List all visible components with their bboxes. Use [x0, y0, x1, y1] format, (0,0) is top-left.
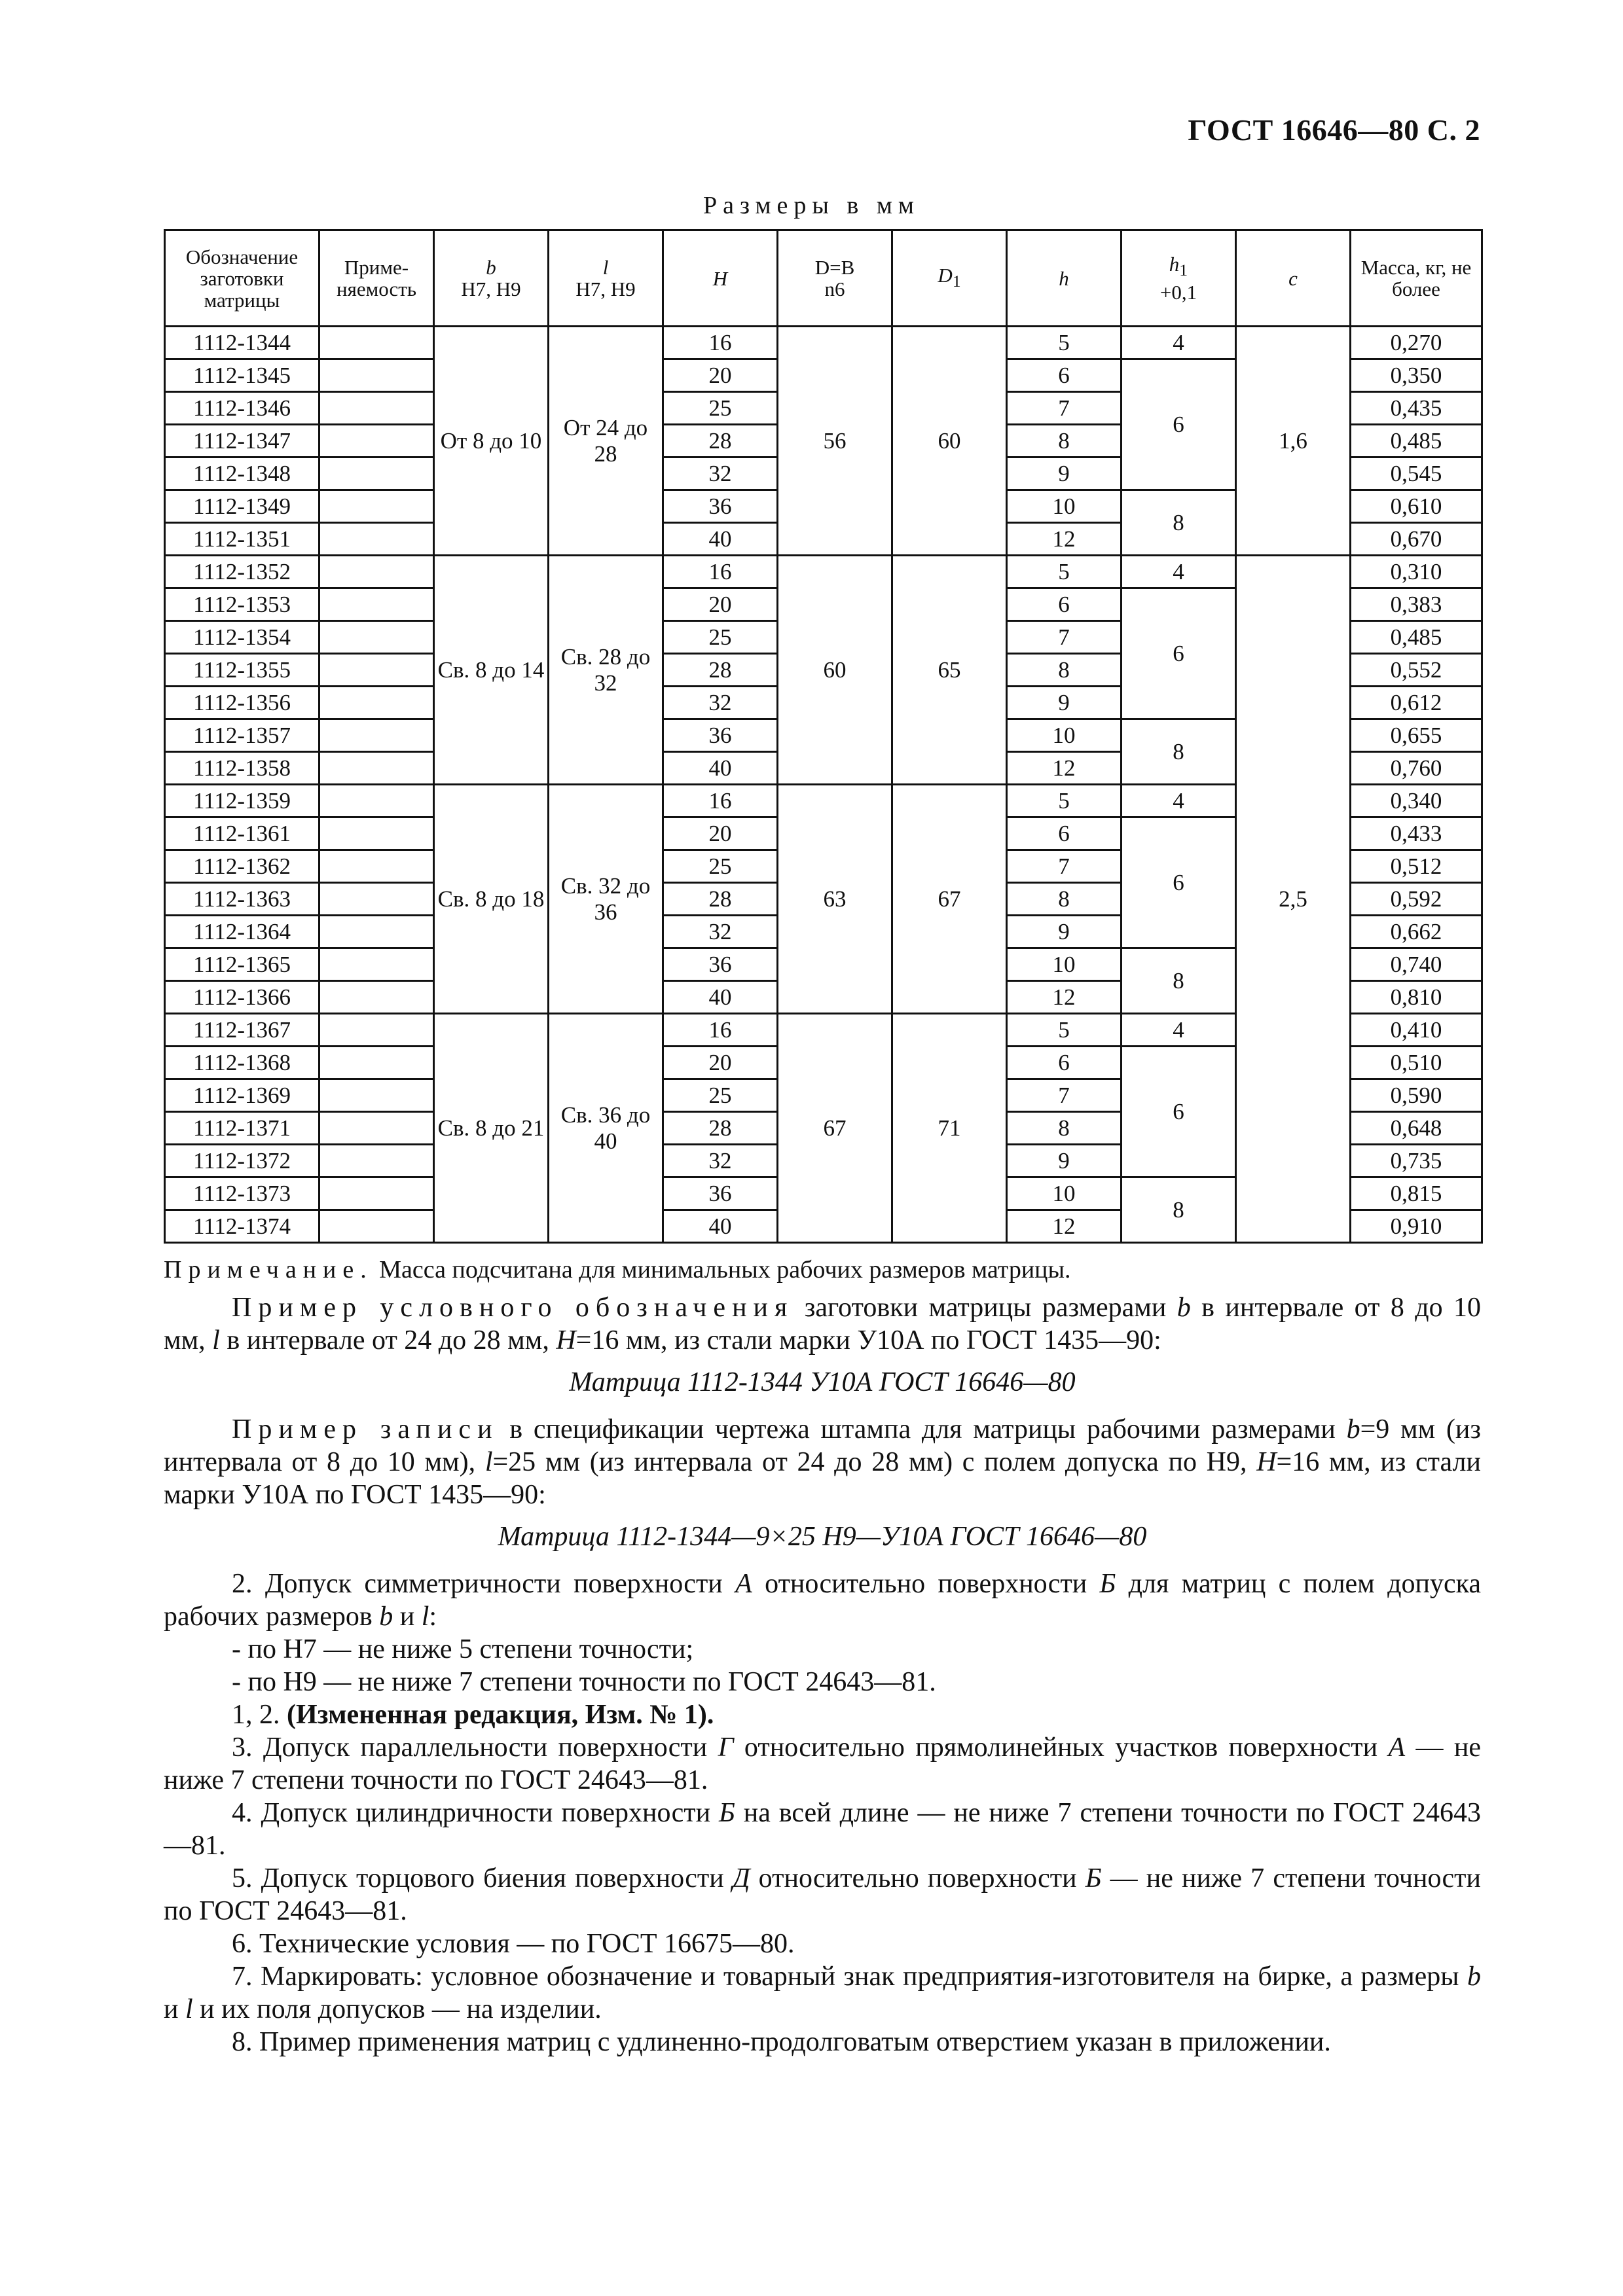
text-run: : — [429, 1602, 437, 1632]
cell-D1: 67 — [892, 785, 1007, 1014]
cell-applicability — [319, 1210, 434, 1243]
surface-g: Г — [718, 1732, 734, 1763]
header-l-tolerance: H7, H9 — [575, 278, 636, 300]
text-run: — не ниже 7 степени точности по ГОСТ 24643—81. — [164, 1863, 1481, 1926]
cell-h1: 6 — [1122, 1047, 1236, 1177]
text-run: относительно поверхности — [752, 1569, 1100, 1599]
cell-mass: 0,590 — [1351, 1079, 1482, 1112]
header-h1-subscript: 1 — [1179, 260, 1188, 280]
clause-3 — [164, 1731, 1481, 1797]
header-D-tolerance: n6 — [824, 278, 845, 300]
clause-2-item-h9: - по H9 — не ниже 7 степени точности по ГОСТ 24643—81. — [232, 1667, 936, 1697]
cell-mass: 0,910 — [1351, 1210, 1482, 1243]
header-l — [549, 230, 663, 327]
cell-applicability — [319, 916, 434, 948]
cell-applicability — [319, 719, 434, 752]
cell-h: 12 — [1007, 981, 1122, 1014]
cell-h: 10 — [1007, 719, 1122, 752]
symbol-l: l — [421, 1602, 429, 1632]
text-run: и их поля допусков — на изделии. — [192, 1994, 602, 2024]
text-run: 5. Допуск торцового биения поверхности — [232, 1863, 733, 1893]
header-mass: Масса, кг, не более — [1351, 230, 1482, 327]
cell-designation: 1112-1366 — [165, 981, 319, 1014]
cell-h: 9 — [1007, 687, 1122, 719]
cell-mass: 0,810 — [1351, 981, 1482, 1014]
symbol-l: l — [484, 1447, 493, 1477]
cell-D: 56 — [778, 327, 892, 556]
text-run: в интервале от 24 до 28 мм, — [219, 1325, 556, 1355]
example-designation-label: Пример условного обозначения — [232, 1293, 794, 1323]
cell-H: 25 — [663, 1079, 778, 1112]
cell-designation: 1112-1363 — [165, 883, 319, 916]
cell-applicability — [319, 850, 434, 883]
clause-2 — [164, 1568, 1481, 1633]
cell-designation: 1112-1348 — [165, 457, 319, 490]
cell-h1: 6 — [1122, 359, 1236, 490]
header-D-symbol: D=B — [814, 256, 855, 279]
cell-mass: 0,662 — [1351, 916, 1482, 948]
cell-H: 20 — [663, 359, 778, 392]
text-run: и — [164, 1994, 185, 2024]
cell-h: 12 — [1007, 523, 1122, 556]
clause-7 — [164, 1960, 1481, 2026]
cell-applicability — [319, 752, 434, 785]
cell-h: 8 — [1007, 1112, 1122, 1145]
cell-h1: 4 — [1122, 785, 1236, 817]
cell-b-range: Св. 8 до 21 — [434, 1014, 549, 1243]
symbol-b: b — [1176, 1293, 1191, 1323]
cell-H: 32 — [663, 687, 778, 719]
cell-mass: 0,435 — [1351, 392, 1482, 425]
cell-designation: 1112-1362 — [165, 850, 319, 883]
cell-mass: 0,552 — [1351, 654, 1482, 687]
text-run: 7. Маркировать: условное обозначение и товарный знак предприятия-изготовителя на бирке, а размеры — [232, 1962, 1467, 1992]
cell-mass: 0,760 — [1351, 752, 1482, 785]
header-c — [1236, 230, 1351, 327]
cell-h: 7 — [1007, 850, 1122, 883]
cell-D: 63 — [778, 785, 892, 1014]
cell-h: 10 — [1007, 490, 1122, 523]
header-D1-subscript: 1 — [952, 272, 961, 291]
cell-mass: 0,815 — [1351, 1177, 1482, 1210]
cell-designation: 1112-1344 — [165, 327, 319, 359]
cell-applicability — [319, 1014, 434, 1047]
cell-designation: 1112-1347 — [165, 425, 319, 457]
cell-applicability — [319, 327, 434, 359]
cell-designation: 1112-1351 — [165, 523, 319, 556]
text-run: заготовки матрицы размерами — [793, 1293, 1177, 1323]
cell-h: 12 — [1007, 752, 1122, 785]
text-run: и — [393, 1602, 422, 1632]
example-designation-paragraph — [164, 1291, 1481, 1357]
cell-h: 8 — [1007, 425, 1122, 457]
text-run: 3. Допуск параллельности поверхности — [232, 1732, 718, 1763]
amendment-note — [164, 1698, 1481, 1731]
cell-H: 32 — [663, 1145, 778, 1177]
cell-h1: 8 — [1122, 1177, 1236, 1243]
cell-h1: 4 — [1122, 556, 1236, 588]
cell-H: 28 — [663, 425, 778, 457]
symbol-l: l — [185, 1994, 193, 2024]
body-text — [164, 1253, 1481, 2058]
surface-b: Б — [719, 1798, 735, 1828]
symbol-H: H — [556, 1325, 576, 1355]
cell-applicability — [319, 948, 434, 981]
header-h — [1007, 230, 1122, 327]
cell-D: 67 — [778, 1014, 892, 1243]
cell-designation: 1112-1357 — [165, 719, 319, 752]
cell-mass: 0,510 — [1351, 1047, 1482, 1079]
cell-l-range: Св. 32 до 36 — [549, 785, 663, 1014]
cell-designation: 1112-1367 — [165, 1014, 319, 1047]
cell-h: 10 — [1007, 948, 1122, 981]
cell-h: 8 — [1007, 654, 1122, 687]
cell-H: 20 — [663, 817, 778, 850]
cell-mass: 0,612 — [1351, 687, 1482, 719]
cell-l-range: От 24 до 28 — [549, 327, 663, 556]
cell-h1: 4 — [1122, 1014, 1236, 1047]
cell-mass: 0,545 — [1351, 457, 1482, 490]
cell-H: 20 — [663, 588, 778, 621]
header-h-symbol: h — [1059, 266, 1069, 290]
text-run: относительно прямолинейных участков поверхности — [733, 1732, 1389, 1763]
cell-applicability — [319, 425, 434, 457]
surface-a: А — [735, 1569, 752, 1599]
cell-h1: 6 — [1122, 588, 1236, 719]
cell-mass: 0,655 — [1351, 719, 1482, 752]
cell-H: 25 — [663, 392, 778, 425]
cell-H: 28 — [663, 1112, 778, 1145]
cell-designation: 1112-1356 — [165, 687, 319, 719]
cell-applicability — [319, 1177, 434, 1210]
cell-h: 6 — [1007, 359, 1122, 392]
cell-H: 40 — [663, 1210, 778, 1243]
cell-applicability — [319, 687, 434, 719]
clause-4 — [164, 1797, 1481, 1862]
cell-h: 7 — [1007, 621, 1122, 654]
cell-mass: 0,410 — [1351, 1014, 1482, 1047]
cell-h: 5 — [1007, 556, 1122, 588]
symbol-H: H — [1256, 1447, 1277, 1477]
cell-h1: 8 — [1122, 948, 1236, 1014]
cell-designation: 1112-1354 — [165, 621, 319, 654]
cell-c: 2,5 — [1236, 556, 1351, 1243]
cell-H: 36 — [663, 1177, 778, 1210]
header-D1 — [892, 230, 1007, 327]
clause-2-item-h7: - по H7 — не ниже 5 степени точности; — [232, 1634, 694, 1664]
cell-h: 5 — [1007, 1014, 1122, 1047]
cell-H: 25 — [663, 621, 778, 654]
cell-designation: 1112-1373 — [165, 1177, 319, 1210]
header-H — [663, 230, 778, 327]
cell-h: 10 — [1007, 1177, 1122, 1210]
cell-applicability — [319, 817, 434, 850]
cell-designation: 1112-1345 — [165, 359, 319, 392]
header-h1 — [1122, 230, 1236, 327]
units-label: Размеры в мм — [703, 192, 920, 219]
cell-applicability — [319, 523, 434, 556]
header-H-symbol: H — [712, 266, 728, 290]
cell-mass: 0,740 — [1351, 948, 1482, 981]
cell-H: 40 — [663, 752, 778, 785]
symbol-b: b — [379, 1602, 393, 1632]
cell-applicability — [319, 1047, 434, 1079]
table-row — [165, 556, 1482, 588]
cell-designation: 1112-1368 — [165, 1047, 319, 1079]
cell-h: 12 — [1007, 1210, 1122, 1243]
cell-mass: 0,485 — [1351, 621, 1482, 654]
cell-h: 9 — [1007, 916, 1122, 948]
surface-d: Д — [732, 1863, 750, 1893]
cell-applicability — [319, 883, 434, 916]
cell-applicability — [319, 1145, 434, 1177]
cell-D1: 65 — [892, 556, 1007, 785]
cell-applicability — [319, 588, 434, 621]
text-run: для матриц с полем допуска рабочих размеров — [164, 1569, 1481, 1632]
text-run: 1, 2. — [232, 1700, 287, 1730]
text-run: 4. Допуск цилиндричности поверхности — [232, 1798, 719, 1828]
cell-designation: 1112-1364 — [165, 916, 319, 948]
header-D1-symbol: D — [938, 263, 953, 287]
cell-mass: 0,592 — [1351, 883, 1482, 916]
cell-h: 5 — [1007, 785, 1122, 817]
text-run: =16 мм, из стали марки У10А по ГОСТ 1435—90: — [575, 1325, 1161, 1355]
cell-H: 40 — [663, 523, 778, 556]
cell-h1: 6 — [1122, 817, 1236, 948]
cell-h1: 8 — [1122, 490, 1236, 556]
symbol-l: l — [212, 1325, 220, 1355]
text-run: =16 мм, из стали марки У10А по ГОСТ 1435—90: — [164, 1447, 1481, 1510]
text-run: — не ниже 7 степени точности по ГОСТ 24643—81. — [164, 1732, 1481, 1795]
cell-c: 1,6 — [1236, 327, 1351, 556]
header-b-symbol: b — [486, 256, 496, 279]
cell-mass: 0,383 — [1351, 588, 1482, 621]
cell-mass: 0,433 — [1351, 817, 1482, 850]
amendment-label: (Измененная редакция, Изм. № 1). — [287, 1700, 714, 1730]
cell-H: 32 — [663, 457, 778, 490]
cell-H: 28 — [663, 654, 778, 687]
symbol-b: b — [1346, 1414, 1360, 1444]
text-run: относительно поверхности — [750, 1863, 1085, 1893]
designation-example-1: Матрица 1112-1344 У10А ГОСТ 16646—80 — [569, 1367, 1076, 1397]
cell-applicability — [319, 1112, 434, 1145]
header-D — [778, 230, 892, 327]
cell-applicability — [319, 621, 434, 654]
cell-l-range: Св. 36 до 40 — [549, 1014, 663, 1243]
cell-designation: 1112-1371 — [165, 1112, 319, 1145]
cell-D1: 60 — [892, 327, 1007, 556]
cell-designation: 1112-1374 — [165, 1210, 319, 1243]
cell-mass: 0,270 — [1351, 327, 1482, 359]
surface-b: Б — [1099, 1569, 1116, 1599]
cell-designation: 1112-1355 — [165, 654, 319, 687]
cell-l-range: Св. 28 до 32 — [549, 556, 663, 785]
cell-applicability — [319, 392, 434, 425]
cell-H: 25 — [663, 850, 778, 883]
note-text: Масса подсчитана для минимальных рабочих размеров матрицы. — [373, 1256, 1071, 1283]
cell-H: 36 — [663, 719, 778, 752]
header-designation: Обозначение заготовки матрицы — [165, 230, 319, 327]
cell-mass: 0,735 — [1351, 1145, 1482, 1177]
cell-mass: 0,648 — [1351, 1112, 1482, 1145]
cell-applicability — [319, 556, 434, 588]
cell-h1: 4 — [1122, 327, 1236, 359]
cell-designation: 1112-1349 — [165, 490, 319, 523]
cell-h: 8 — [1007, 883, 1122, 916]
header-c-symbol: c — [1288, 266, 1298, 290]
cell-h: 7 — [1007, 392, 1122, 425]
cell-H: 16 — [663, 785, 778, 817]
cell-h: 5 — [1007, 327, 1122, 359]
cell-h1: 8 — [1122, 719, 1236, 785]
header-l-symbol: l — [602, 256, 609, 279]
cell-b-range: От 8 до 10 — [434, 327, 549, 556]
cell-designation: 1112-1369 — [165, 1079, 319, 1112]
dimensions-table — [164, 229, 1483, 1244]
cell-h: 9 — [1007, 457, 1122, 490]
symbol-b: b — [1467, 1962, 1481, 1992]
example-record-label: Пример записи — [232, 1414, 499, 1444]
cell-D1: 71 — [892, 1014, 1007, 1243]
cell-H: 16 — [663, 327, 778, 359]
cell-designation: 1112-1353 — [165, 588, 319, 621]
cell-designation: 1112-1352 — [165, 556, 319, 588]
cell-designation: 1112-1358 — [165, 752, 319, 785]
cell-D: 60 — [778, 556, 892, 785]
cell-H: 40 — [663, 981, 778, 1014]
cell-mass: 0,340 — [1351, 785, 1482, 817]
cell-mass: 0,670 — [1351, 523, 1482, 556]
cell-designation: 1112-1372 — [165, 1145, 319, 1177]
cell-applicability — [319, 359, 434, 392]
text-run: =25 мм (из интервала от 24 до 28 мм) с полем допуска по H9, — [492, 1447, 1257, 1477]
cell-h: 7 — [1007, 1079, 1122, 1112]
cell-designation: 1112-1346 — [165, 392, 319, 425]
cell-H: 20 — [663, 1047, 778, 1079]
cell-applicability — [319, 1079, 434, 1112]
text-run: =9 мм (из интервала от 8 до 10 мм), — [164, 1414, 1482, 1477]
cell-designation: 1112-1359 — [165, 785, 319, 817]
header-b — [434, 230, 549, 327]
cell-mass: 0,310 — [1351, 556, 1482, 588]
header-b-tolerance: H7, H9 — [461, 278, 521, 300]
clause-8: 8. Пример применения матриц с удлиненно-продолговатым отверстием указан в приложении. — [232, 2027, 1331, 2057]
surface-a: А — [1388, 1732, 1406, 1763]
header-h1-tolerance: +0,1 — [1159, 280, 1197, 304]
text-run: в интервале от 8 до 10 мм, — [164, 1293, 1481, 1355]
cell-b-range: Св. 8 до 18 — [434, 785, 549, 1014]
cell-h: 6 — [1007, 588, 1122, 621]
cell-applicability — [319, 981, 434, 1014]
clause-6: 6. Технические условия — по ГОСТ 16675—80. — [232, 1929, 795, 1959]
text-run: 2. Допуск симметричности поверхности — [232, 1569, 736, 1599]
cell-H: 16 — [663, 556, 778, 588]
table-note — [164, 1253, 1481, 1286]
cell-designation: 1112-1361 — [165, 817, 319, 850]
cell-applicability — [319, 654, 434, 687]
surface-b: Б — [1085, 1863, 1102, 1893]
designation-example-2: Матрица 1112-1344—9×25 H9—У10А ГОСТ 16646—80 — [498, 1522, 1147, 1552]
cell-H: 28 — [663, 883, 778, 916]
note-label: Примечание. — [164, 1256, 373, 1283]
clause-5 — [164, 1862, 1481, 1928]
cell-mass: 0,610 — [1351, 490, 1482, 523]
page-header: ГОСТ 16646—80 С. 2 — [1188, 113, 1480, 147]
cell-H: 16 — [663, 1014, 778, 1047]
cell-h: 6 — [1007, 817, 1122, 850]
cell-designation: 1112-1365 — [165, 948, 319, 981]
cell-H: 36 — [663, 948, 778, 981]
cell-applicability — [319, 490, 434, 523]
table-header — [165, 230, 1482, 327]
example-record-paragraph — [164, 1413, 1481, 1511]
cell-H: 32 — [663, 916, 778, 948]
cell-applicability — [319, 785, 434, 817]
cell-h: 6 — [1007, 1047, 1122, 1079]
cell-mass: 0,485 — [1351, 425, 1482, 457]
cell-mass: 0,350 — [1351, 359, 1482, 392]
cell-h: 9 — [1007, 1145, 1122, 1177]
header-h1-symbol: h — [1169, 253, 1180, 276]
header-applicability: Приме- няемость — [319, 230, 434, 327]
cell-b-range: Св. 8 до 14 — [434, 556, 549, 785]
table-row — [165, 327, 1482, 359]
text-run: в спецификации чертежа штампа для матрицы рабочими размерами — [498, 1414, 1347, 1444]
text-run: на всей длине — не ниже 7 степени точности по ГОСТ 24643—81. — [164, 1798, 1482, 1861]
cell-applicability — [319, 457, 434, 490]
cell-mass: 0,512 — [1351, 850, 1482, 883]
table-body — [165, 327, 1482, 1243]
cell-H: 36 — [663, 490, 778, 523]
